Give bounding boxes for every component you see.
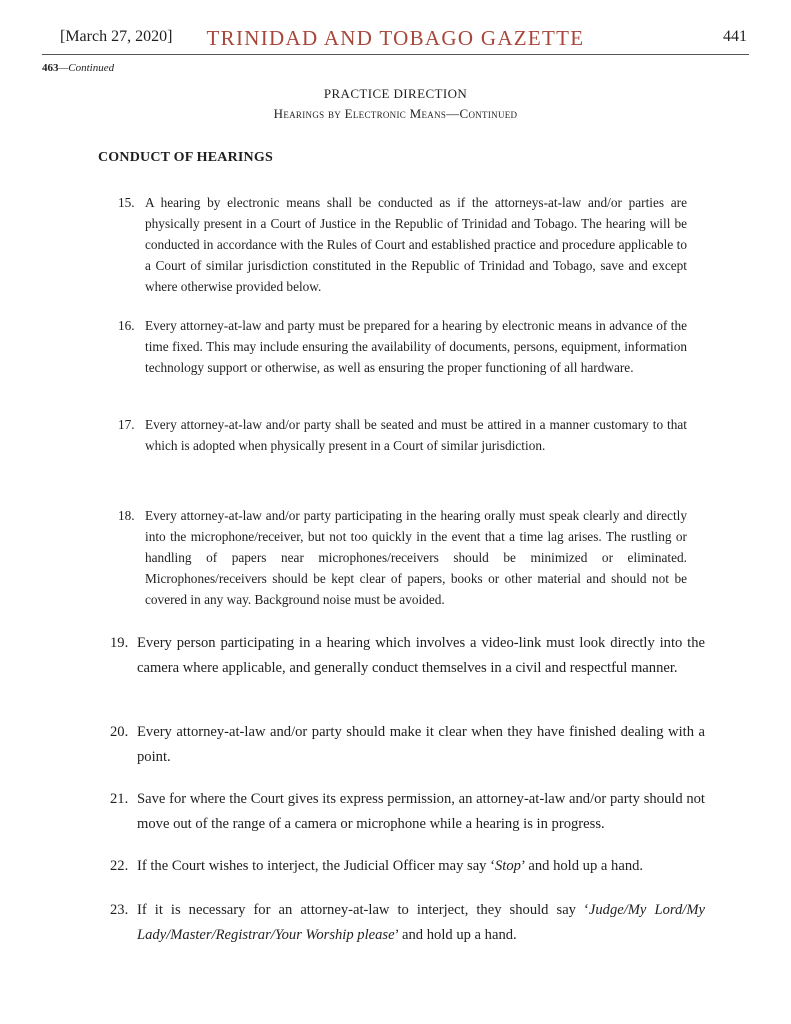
paragraph-text: Every person participating in a hearing which involves a video-link must look directly into the camera where applicable, and generally conduct themselves in a civil and respectful manner. [137, 635, 705, 676]
text-run: ’ and hold up a hand. [394, 926, 517, 943]
text-run: If the Court wishes to interject, the Judicial Officer may say ‘ [137, 858, 495, 874]
paragraph-number: 20. [110, 724, 129, 740]
text-run: If it is necessary for an attorney-at-law to interject, they should say ‘ [137, 902, 589, 918]
paragraph-number: 18. [118, 508, 135, 523]
paragraph-16 [118, 315, 687, 378]
paragraph-number: 17. [118, 417, 135, 432]
paragraph-text [137, 854, 705, 879]
paragraph-text [137, 898, 705, 947]
conduct-heading: CONDUCT OF HEARINGS [98, 150, 273, 165]
paragraph-15 [118, 192, 687, 297]
paragraph-text: Every attorney-at-law and/or party participating in the hearing orally must speak clearly and directly into the microphone/receiver, but not too quickly in the event that a time lag arises. The rustling or handling of papers near microphones/receivers should be minimized or eliminated. Microphones/receivers should be kept clear of papers, books or other material and should not be covered in any way. Background noise must be avoided. [145, 508, 687, 607]
text-run: ’ and hold up a hand. [520, 858, 644, 874]
page-number: 441 [723, 28, 747, 45]
paragraph-text: Every attorney-at-law and/or party should make it clear when they have finished dealing with a point. [137, 724, 705, 765]
paragraph-text: Save for where the Court gives its express permission, an attorney-at-law and/or party should not move out of the range of a camera or microphone while a hearing is in progress. [137, 791, 705, 832]
paragraph-number: 21. [110, 791, 129, 807]
paragraph-number: 19. [110, 635, 129, 651]
paragraph-number: 22. [110, 858, 129, 874]
paragraph-20 [110, 720, 705, 769]
continued-ref: 463 [42, 62, 59, 74]
section-title: PRACTICE DIRECTION [323, 86, 468, 101]
section-subtitle: Hearings by Electronic Means—Continued [273, 106, 518, 121]
emphasis-text: Judge/My Lord/My Lady/Master/Registrar/Your Worship please [137, 902, 705, 943]
paragraph-number: 23. [110, 902, 129, 918]
paragraph-number: 15. [118, 195, 135, 210]
gazette-title: TRINIDAD AND TOBAGO GAZETTE [206, 26, 585, 50]
issue-date: [March 27, 2020] [60, 28, 173, 45]
paragraph-text: Every attorney-at-law and/or party shall be seated and must be attired in a manner customary to that which is adopted when physically present in a Court of similar jurisdiction. [145, 417, 687, 453]
paragraph-21 [110, 787, 705, 836]
paragraph-22 [110, 854, 705, 879]
paragraph-19 [110, 631, 705, 680]
continued-label: —Continued [58, 62, 115, 74]
paragraph-23 [110, 898, 705, 947]
paragraph-18 [118, 505, 687, 610]
paragraph-text: A hearing by electronic means shall be conducted as if the attorneys-at-law and/or parties are physically present in a Court of Justice in the Republic of Trinidad and Tobago. The hearing will be conducted in accordance with the Rules of Court and established practice and procedure applicable to a Court of similar jurisdiction constituted in the Republic of Trinidad and Tobago, save and except where otherwise provided below. [145, 195, 687, 294]
emphasis-text: Stop [494, 858, 521, 874]
paragraph-text: Every attorney-at-law and party must be prepared for a hearing by electronic means in advance of the time fixed. This may include ensuring the availability of documents, persons, equipment, information technology support or otherwise, as well as ensuring the proper functioning of all hardware. [145, 318, 687, 375]
continued-note [42, 62, 114, 74]
paragraph-number: 16. [118, 318, 135, 333]
gazette-header [42, 24, 749, 55]
paragraph-17 [118, 414, 687, 456]
